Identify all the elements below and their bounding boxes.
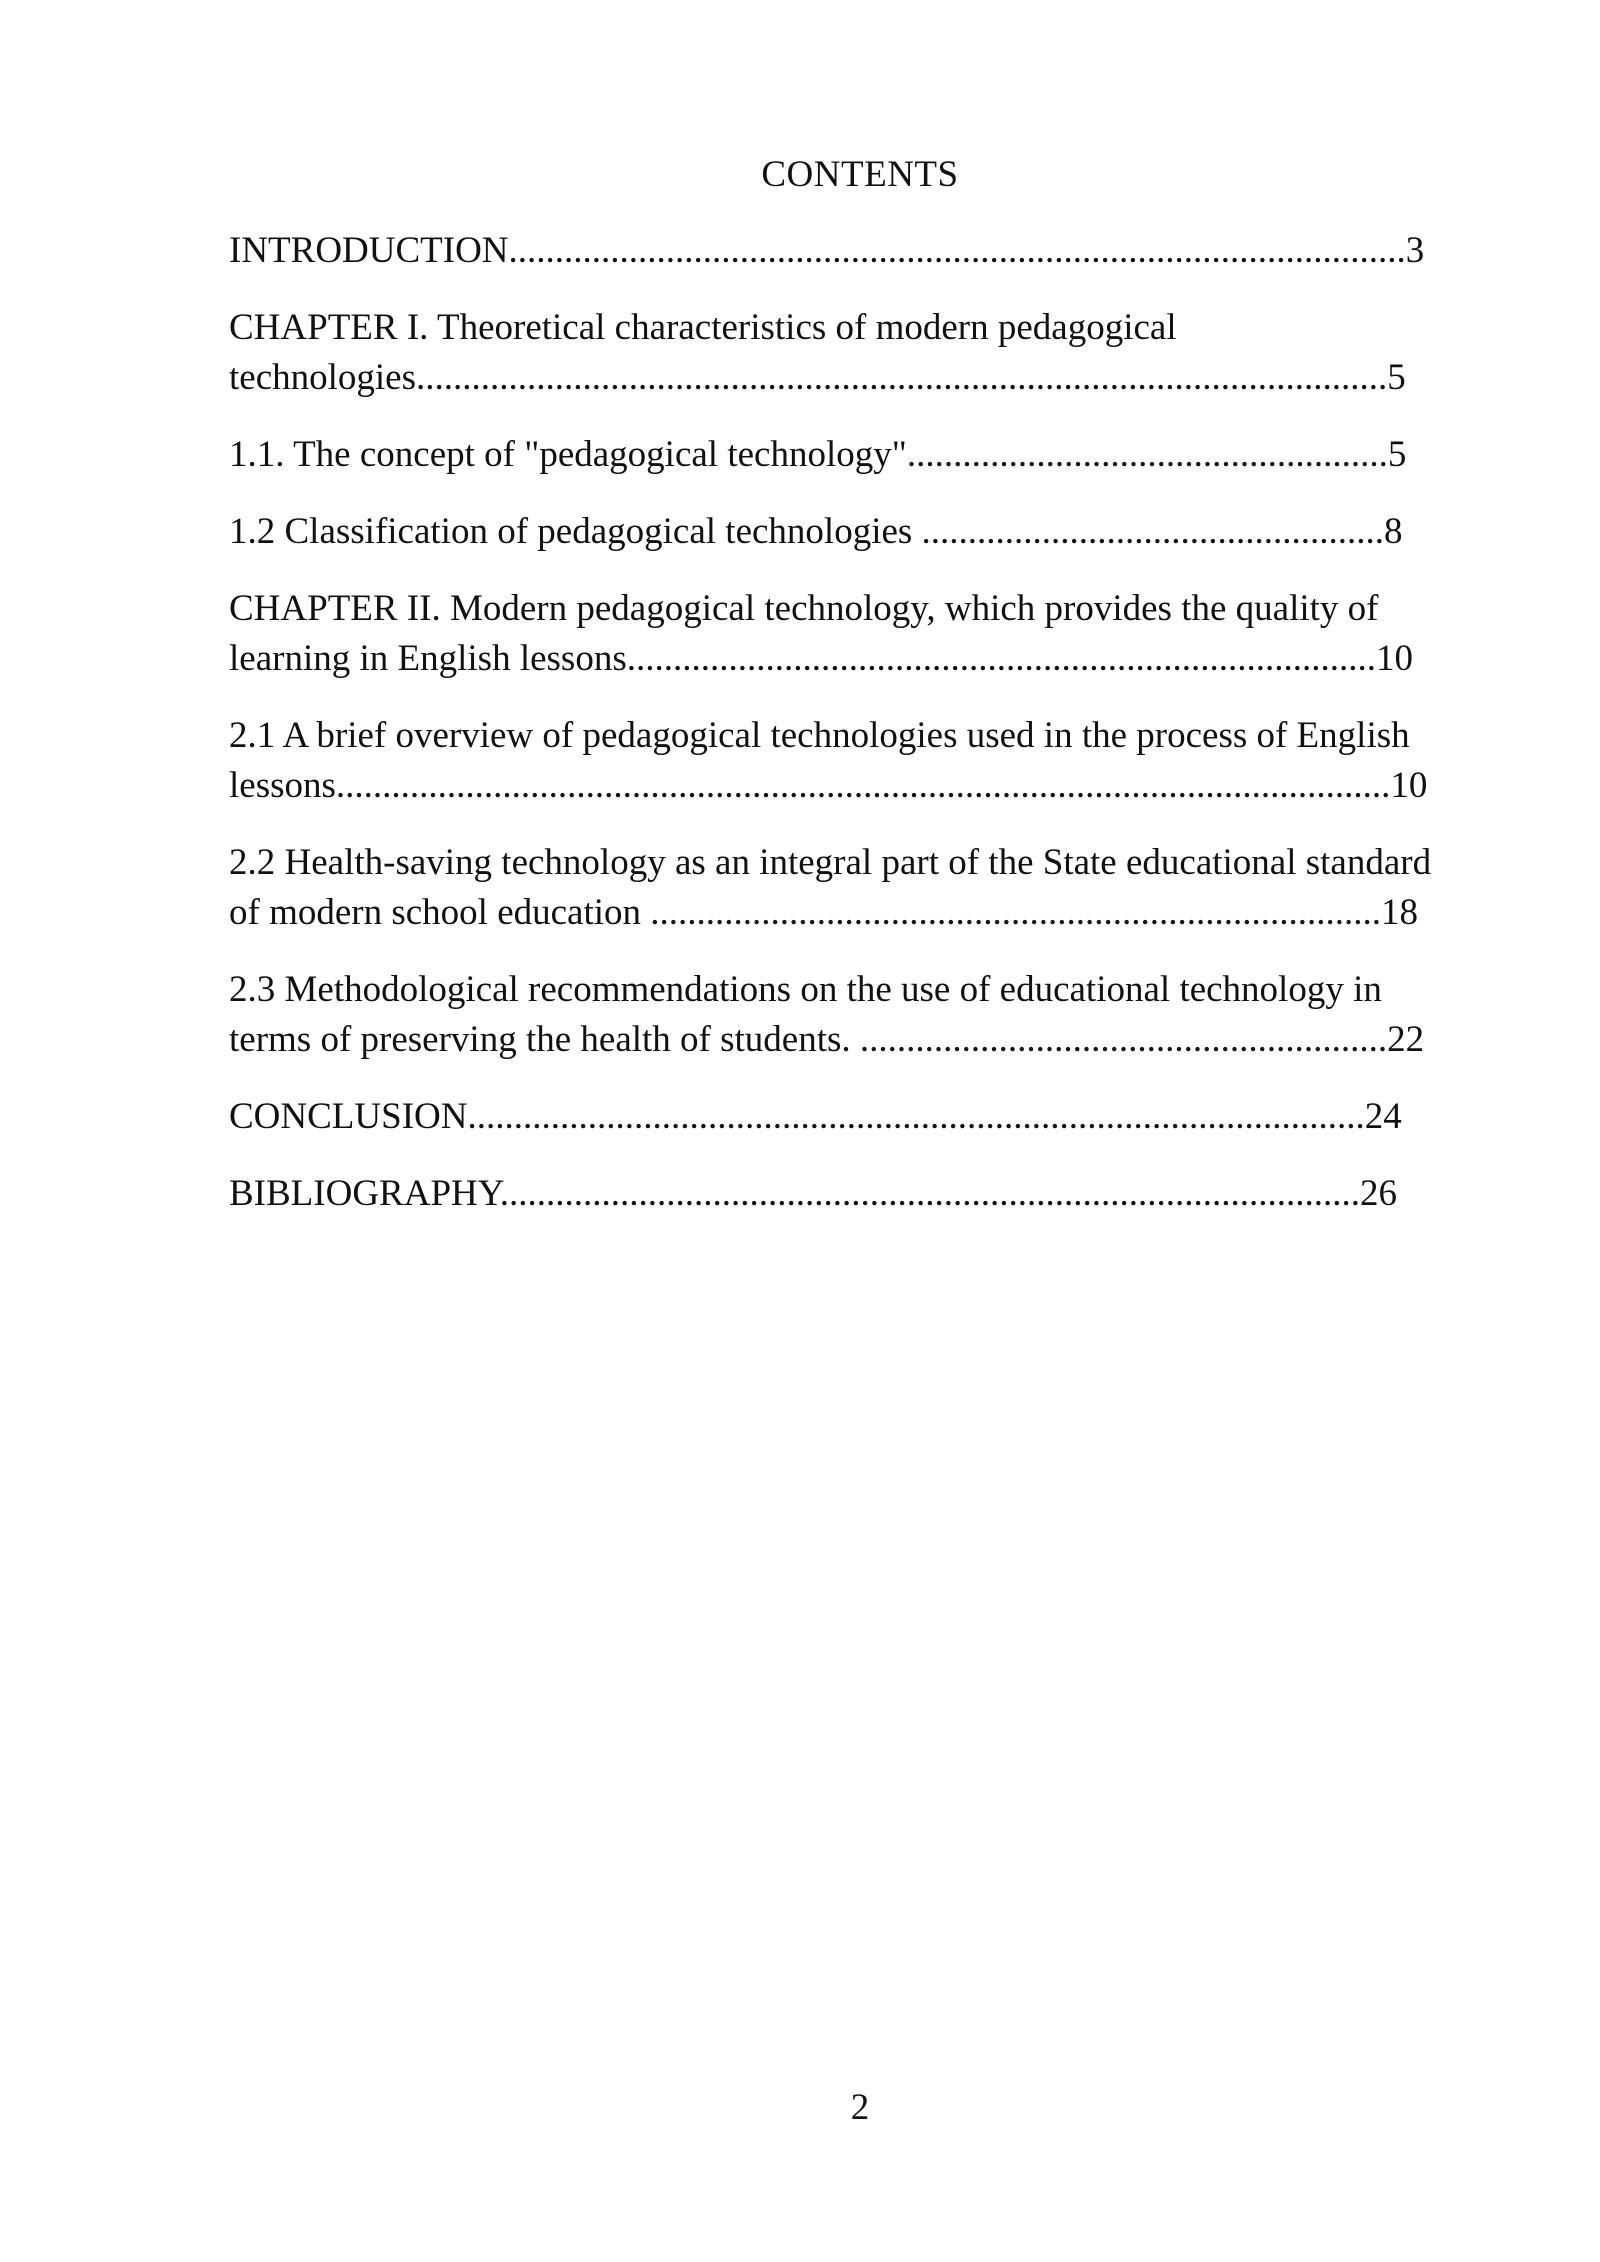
toc-entry-2-1	[229, 711, 1459, 811]
toc-entry-line: technologies.........................................................................................................5	[229, 357, 1406, 398]
toc-entry-1-2	[229, 507, 1459, 557]
toc-entry-line: CHAPTER II. Modern pedagogical technology, which provides the quality of	[229, 588, 1379, 629]
toc-entry-chapter-1	[229, 303, 1459, 403]
toc-entry-line: CONCLUSION.................................................................................................24	[229, 1096, 1402, 1137]
toc-entry-line: of modern school education ...............................................................................18	[229, 892, 1419, 933]
contents-heading: CONTENTS	[761, 154, 959, 195]
toc-entry-line: BIBLIOGRAPHY.............................................................................................26	[229, 1173, 1397, 1214]
toc-entry-line: 1.2 Classification of pedagogical technologies ..................................................8	[229, 511, 1403, 552]
toc-entry-line: 2.3 Methodological recommendations on the use of educational technology in	[229, 969, 1382, 1010]
toc-entry-1-1	[229, 430, 1459, 480]
toc-entry-line: CHAPTER I. Theoretical characteristics of modern pedagogical	[229, 307, 1177, 348]
toc-entry-line: 1.1. The concept of "pedagogical technology"....................................................5	[229, 434, 1407, 475]
table-of-contents	[229, 226, 1459, 1246]
toc-entry-line: learning in English lessons.................................................................................10	[229, 638, 1413, 679]
toc-entry-2-3	[229, 965, 1459, 1065]
toc-entry-conclusion	[229, 1092, 1459, 1142]
toc-entry-line: 2.2 Health-saving technology as an integral part of the State educational standard	[229, 842, 1432, 883]
toc-entry-line: terms of preserving the health of students. .........................................................22	[229, 1019, 1425, 1060]
toc-entry-2-2	[229, 838, 1459, 938]
toc-entry-line: 2.1 A brief overview of pedagogical technologies used in the process of English	[229, 715, 1410, 756]
toc-entry-line: lessons..................................................................................................................10	[229, 765, 1428, 806]
toc-entry-introduction	[229, 226, 1459, 276]
toc-entry-line: INTRODUCTION.................................................................................................3	[229, 230, 1425, 271]
toc-entry-chapter-2	[229, 584, 1459, 684]
page-number: 2	[850, 2087, 870, 2128]
toc-entry-bibliography	[229, 1169, 1459, 1219]
